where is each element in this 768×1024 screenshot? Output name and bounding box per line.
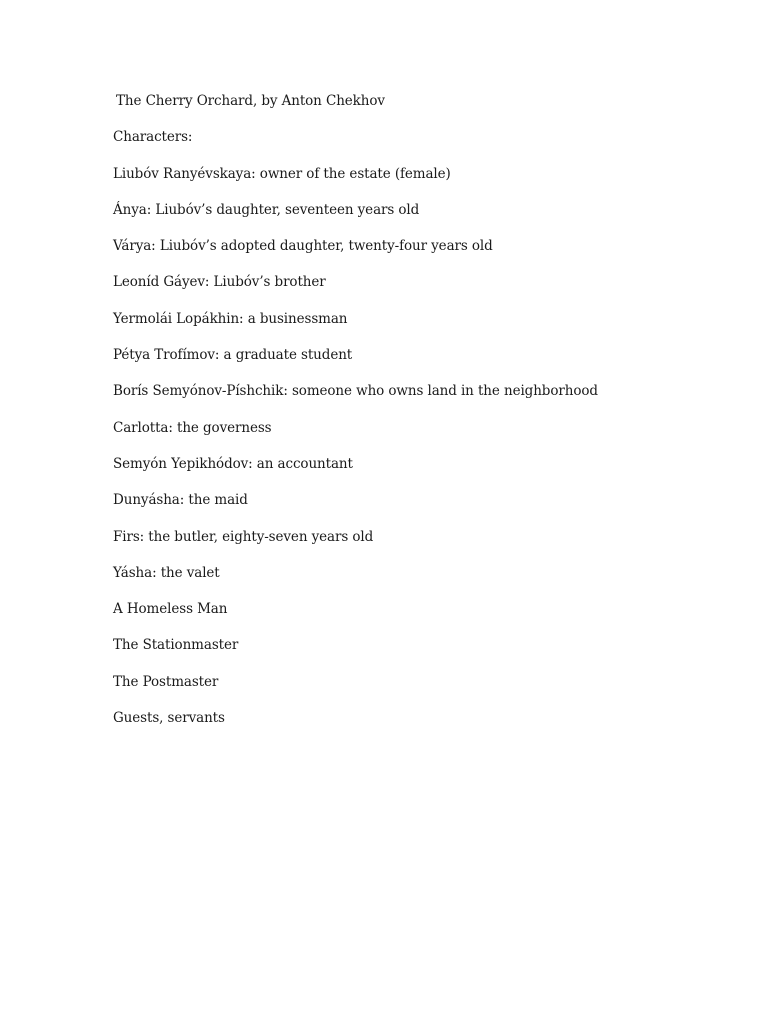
character-line: Liubóv Ranyévskaya: owner of the estate (female) [113, 165, 451, 182]
character-line: Yásha: the valet [113, 564, 220, 581]
character-line: Borís Semyónov-Píshchik: someone who owns land in the neighborhood [113, 383, 598, 400]
characters-heading: Characters: [113, 129, 193, 146]
character-line: A Homeless Man [113, 601, 228, 618]
character-line: Yermolái Lopákhin: a businessman [113, 310, 348, 327]
character-line: Ánya: Liubóv’s daughter, seventeen years old [113, 201, 420, 218]
document-body [113, 92, 713, 745]
character-line: The Stationmaster [113, 637, 239, 654]
character-line: Pétya Trofímov: a graduate student [113, 347, 353, 364]
character-line: Leoníd Gáyev: Liubóv’s brother [113, 274, 326, 291]
character-line: Guests, servants [113, 710, 225, 727]
character-line: Várya: Liubóv’s adopted daughter, twenty-four years old [113, 238, 493, 255]
character-line: Semyón Yepikhódov: an accountant [113, 455, 353, 472]
character-line: Carlotta: the governess [113, 419, 272, 436]
document-title: The Cherry Orchard, by Anton Chekhov [116, 93, 385, 109]
character-line: Dunyásha: the maid [113, 492, 248, 509]
character-line: The Postmaster [113, 673, 219, 690]
character-line: Firs: the butler, eighty-seven years old [113, 528, 374, 545]
